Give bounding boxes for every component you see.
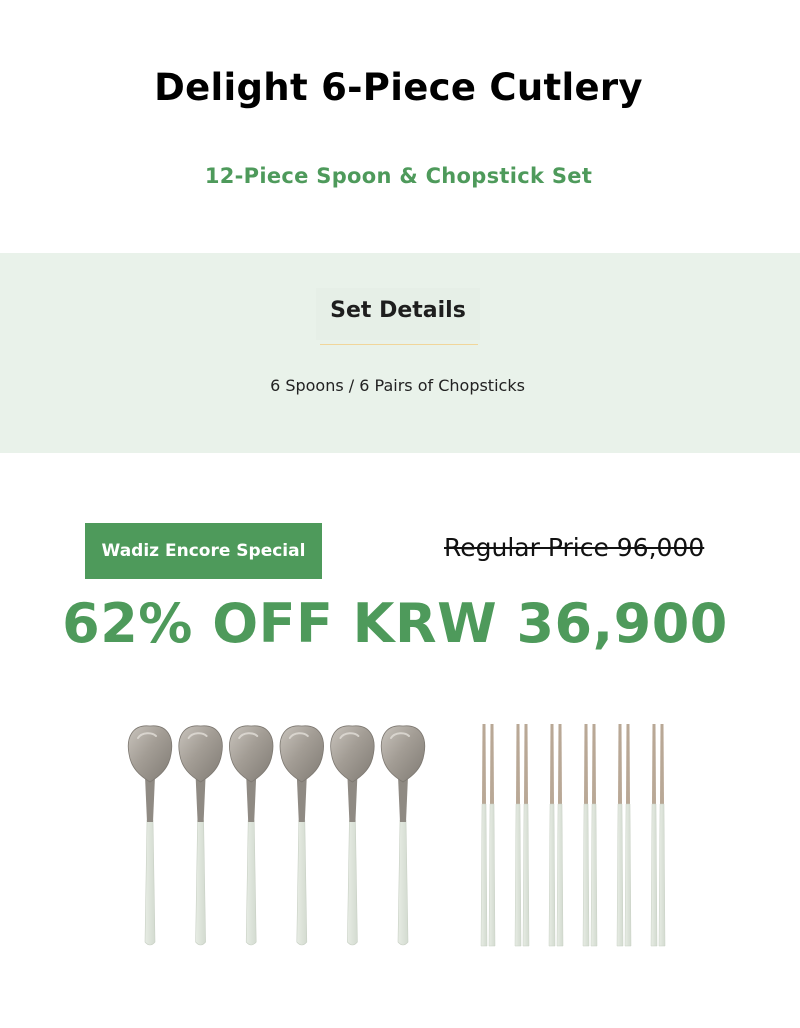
- set-details-heading: Set Details: [330, 298, 466, 323]
- chopstick-tip: [482, 724, 486, 804]
- spoon-handle: [196, 820, 206, 945]
- chopstick-tip: [524, 724, 528, 804]
- spoon: [128, 726, 171, 945]
- chopstick-handle: [651, 804, 657, 946]
- spoon: [280, 726, 323, 945]
- chopstick-handle: [489, 804, 495, 946]
- chopstick-tip: [558, 724, 562, 804]
- regular-price: Regular Price 96,000: [444, 533, 705, 562]
- heading-underline-divider: [320, 344, 478, 345]
- product-subtitle: 12-Piece Spoon & Chopstick Set: [204, 164, 593, 188]
- product-title: Delight 6-Piece Cutlery: [154, 66, 643, 109]
- encore-special-badge[interactable]: [85, 523, 322, 579]
- chopstick-handle: [583, 804, 589, 946]
- set-contents-text: 6 Spoons / 6 Pairs of Chopsticks: [270, 376, 525, 395]
- spoon-handle: [398, 820, 408, 945]
- chopstick-tip: [660, 724, 664, 804]
- spoon: [331, 726, 374, 945]
- encore-special-badge-label: Wadiz Encore Special: [101, 541, 306, 561]
- spoon-neck: [398, 776, 408, 822]
- spoon-neck: [196, 776, 206, 822]
- sale-price: 62% OFF KRW 36,900: [62, 592, 728, 655]
- chopstick-handle: [591, 804, 597, 946]
- chopstick-handle: [515, 804, 521, 946]
- chopstick-tip: [618, 724, 622, 804]
- chopstick-pair: [515, 724, 529, 946]
- chopstick-tip: [490, 724, 494, 804]
- chopstick-pair: [583, 724, 597, 946]
- chopstick-handle: [625, 804, 631, 946]
- spoon: [179, 726, 222, 945]
- chopstick-handle: [481, 804, 487, 946]
- spoon-neck: [297, 776, 307, 822]
- chopstick-pair: [651, 724, 665, 946]
- spoon-handle: [297, 820, 307, 945]
- set-details-section: [0, 253, 800, 453]
- spoon-neck: [347, 776, 357, 822]
- chopstick-tip: [626, 724, 630, 804]
- spoon-neck: [145, 776, 155, 822]
- spoons-group: [128, 726, 424, 945]
- spoon-handle: [246, 820, 256, 945]
- chopstick-handle: [659, 804, 665, 946]
- chopstick-tip: [652, 724, 656, 804]
- chopstick-pair: [617, 724, 631, 946]
- spoon-handle: [145, 820, 155, 945]
- chopstick-handle: [617, 804, 623, 946]
- chopstick-tip: [592, 724, 596, 804]
- chopstick-handle: [549, 804, 555, 946]
- cutlery-set-image: [120, 720, 680, 955]
- spoon-handle: [347, 820, 357, 945]
- header-section: [0, 0, 800, 253]
- spoon: [381, 726, 424, 945]
- chopsticks-group: [481, 724, 665, 946]
- spoon-neck: [246, 776, 256, 822]
- chopstick-pair: [481, 724, 495, 946]
- chopstick-handle: [523, 804, 529, 946]
- chopstick-pair: [549, 724, 563, 946]
- spoon: [229, 726, 272, 945]
- chopstick-tip: [584, 724, 588, 804]
- chopstick-handle: [557, 804, 563, 946]
- chopstick-tip: [516, 724, 520, 804]
- chopstick-tip: [550, 724, 554, 804]
